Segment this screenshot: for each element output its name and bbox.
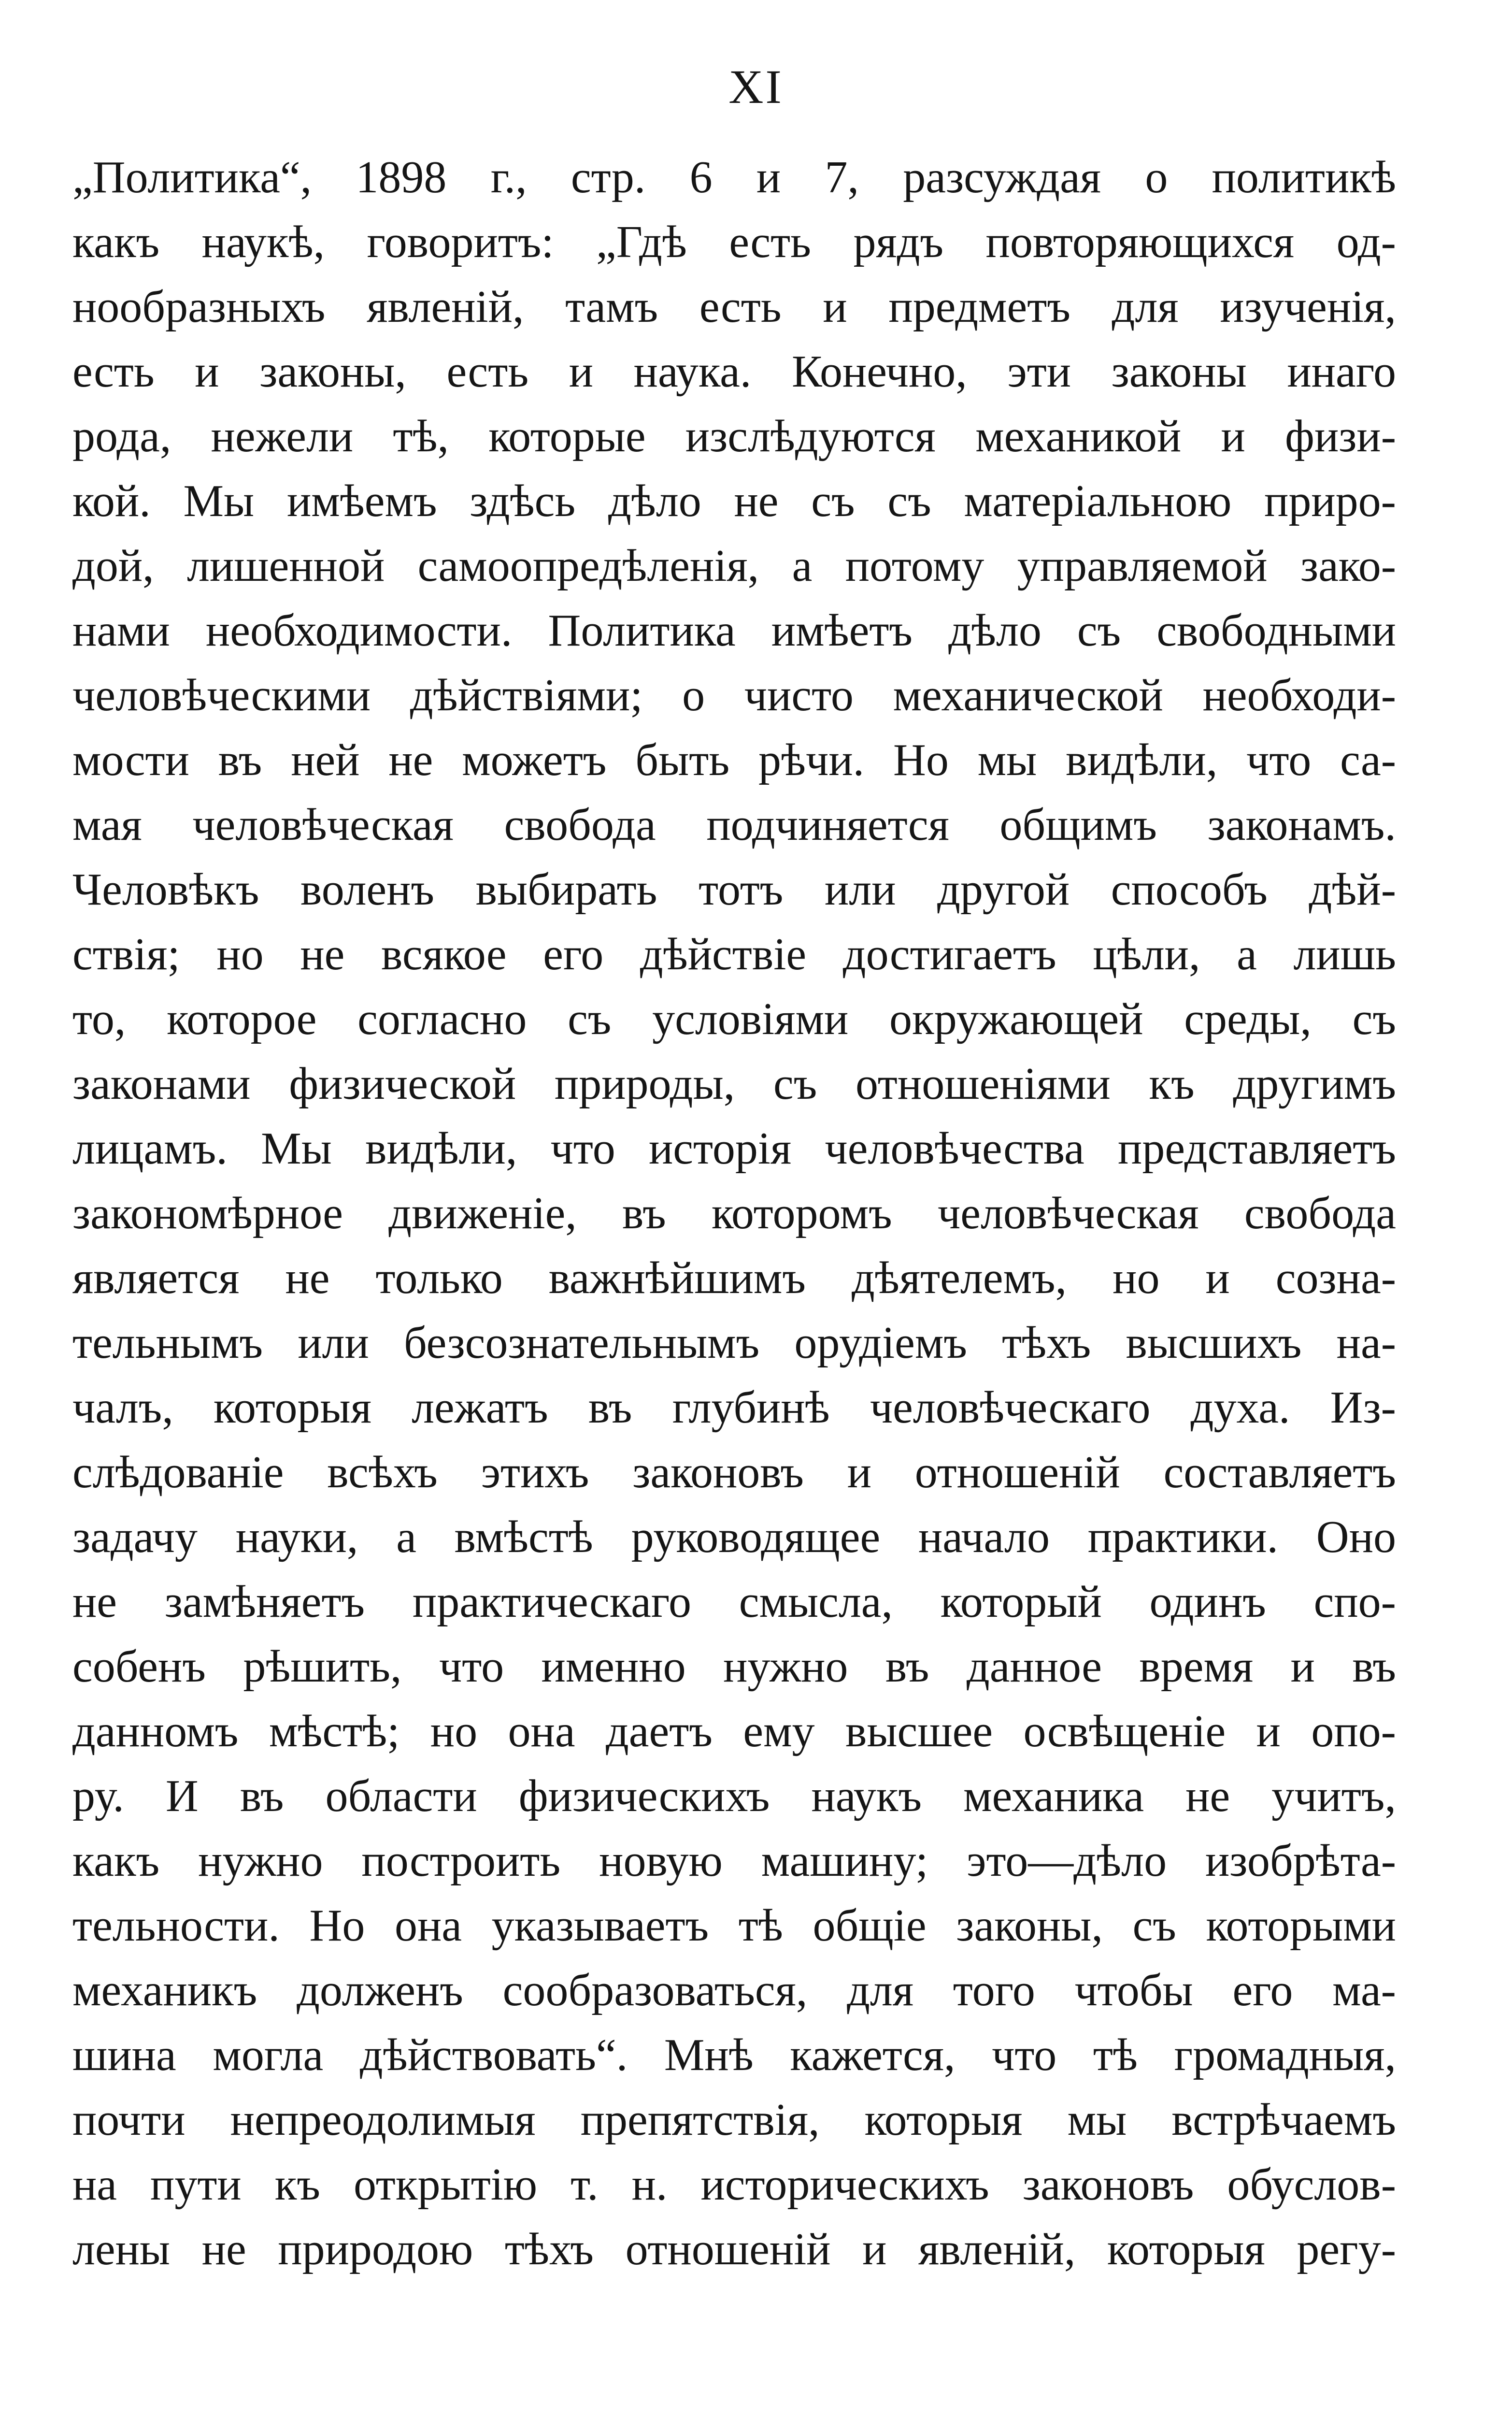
text-line: данномъ мѣстѣ; но она даетъ ему высшее освѣщеніе и опо- bbox=[72, 1706, 1396, 1756]
text-line: шина могла дѣйствовать“. Мнѣ кажется, что тѣ громадныя, bbox=[72, 2030, 1396, 2080]
text-line: лены не природою тѣхъ отношеній и явленій, которыя регу- bbox=[72, 2224, 1396, 2274]
text-line: собенъ рѣшить, что именно нужно въ данное время и въ bbox=[72, 1641, 1396, 1692]
body-text bbox=[72, 145, 1396, 2282]
text-line: тельности. Но она указываетъ тѣ общіе законы, съ которыми bbox=[72, 1900, 1396, 1951]
text-line: ствія; но не всякое его дѣйствіе достигаетъ цѣли, а лишь bbox=[72, 929, 1396, 979]
text-line: закономѣрное движеніе, въ которомъ человѣческая свобода bbox=[72, 1188, 1396, 1238]
text-line: кой. Мы имѣемъ здѣсь дѣло не съ съ матеріальною приро- bbox=[72, 476, 1396, 526]
text-line: слѣдованіе всѣхъ этихъ законовъ и отношеній составляетъ bbox=[72, 1447, 1396, 1497]
text-line: человѣческими дѣйствіями; о чисто механической необходи- bbox=[72, 670, 1396, 720]
text-line: мости въ ней не можетъ быть рѣчи. Но мы видѣли, что са- bbox=[72, 735, 1396, 785]
text-line: не замѣняетъ практическаго смысла, который одинъ спо- bbox=[72, 1577, 1396, 1627]
text-line: дой, лишенной самоопредѣленія, а потому управляемой зако- bbox=[72, 541, 1396, 591]
page-number: XI bbox=[728, 60, 784, 114]
text-line: почти непреодолимыя препятствія, которыя мы встрѣчаемъ bbox=[72, 2095, 1396, 2145]
text-line: задачу науки, а вмѣстѣ руководящее начало практики. Оно bbox=[72, 1512, 1396, 1562]
text-line: лицамъ. Мы видѣли, что исторія человѣчества представляетъ bbox=[72, 1123, 1396, 1174]
text-line: является не только важнѣйшимъ дѣятелемъ, но и созна- bbox=[72, 1253, 1396, 1303]
text-line: то, которое согласно съ условіями окружающей среды, съ bbox=[72, 994, 1396, 1044]
text-line: мая человѣческая свобода подчиняется общимъ законамъ. bbox=[72, 800, 1396, 850]
text-line: есть и законы, есть и наука. Конечно, эти законы инаго bbox=[72, 346, 1396, 397]
text-line: ру. И въ области физическихъ наукъ механика не учитъ, bbox=[72, 1771, 1396, 1821]
text-line: механикъ долженъ сообразоваться, для того чтобы его ма- bbox=[72, 1965, 1396, 2015]
text-line: рода, нежели тѣ, которые изслѣдуются механикой и физи- bbox=[72, 411, 1396, 461]
text-line: нами необходимости. Политика имѣетъ дѣло съ свободными bbox=[72, 605, 1396, 656]
text-line: чалъ, которыя лежатъ въ глубинѣ человѣческаго духа. Из- bbox=[72, 1382, 1396, 1433]
text-line: тельнымъ или безсознательнымъ орудіемъ тѣхъ высшихъ на- bbox=[72, 1318, 1396, 1368]
text-line: законами физической природы, съ отношеніями къ другимъ bbox=[72, 1059, 1396, 1109]
text-line: какъ нужно построить новую машину; это—дѣло изобрѣта- bbox=[72, 1836, 1396, 1886]
text-line: нообразныхъ явленій, тамъ есть и предметъ для изученія, bbox=[72, 282, 1396, 332]
text-line: на пути къ открытію т. н. историческихъ законовъ обуслов- bbox=[72, 2159, 1396, 2210]
text-line: Человѣкъ воленъ выбирать тотъ или другой способъ дѣй- bbox=[72, 864, 1396, 915]
text-line: „Политика“, 1898 г., стр. 6 и 7, разсуждая о политикѣ bbox=[72, 152, 1396, 202]
text-line: какъ наукѣ, говоритъ: „Гдѣ есть рядъ повторяющихся од- bbox=[72, 217, 1396, 267]
